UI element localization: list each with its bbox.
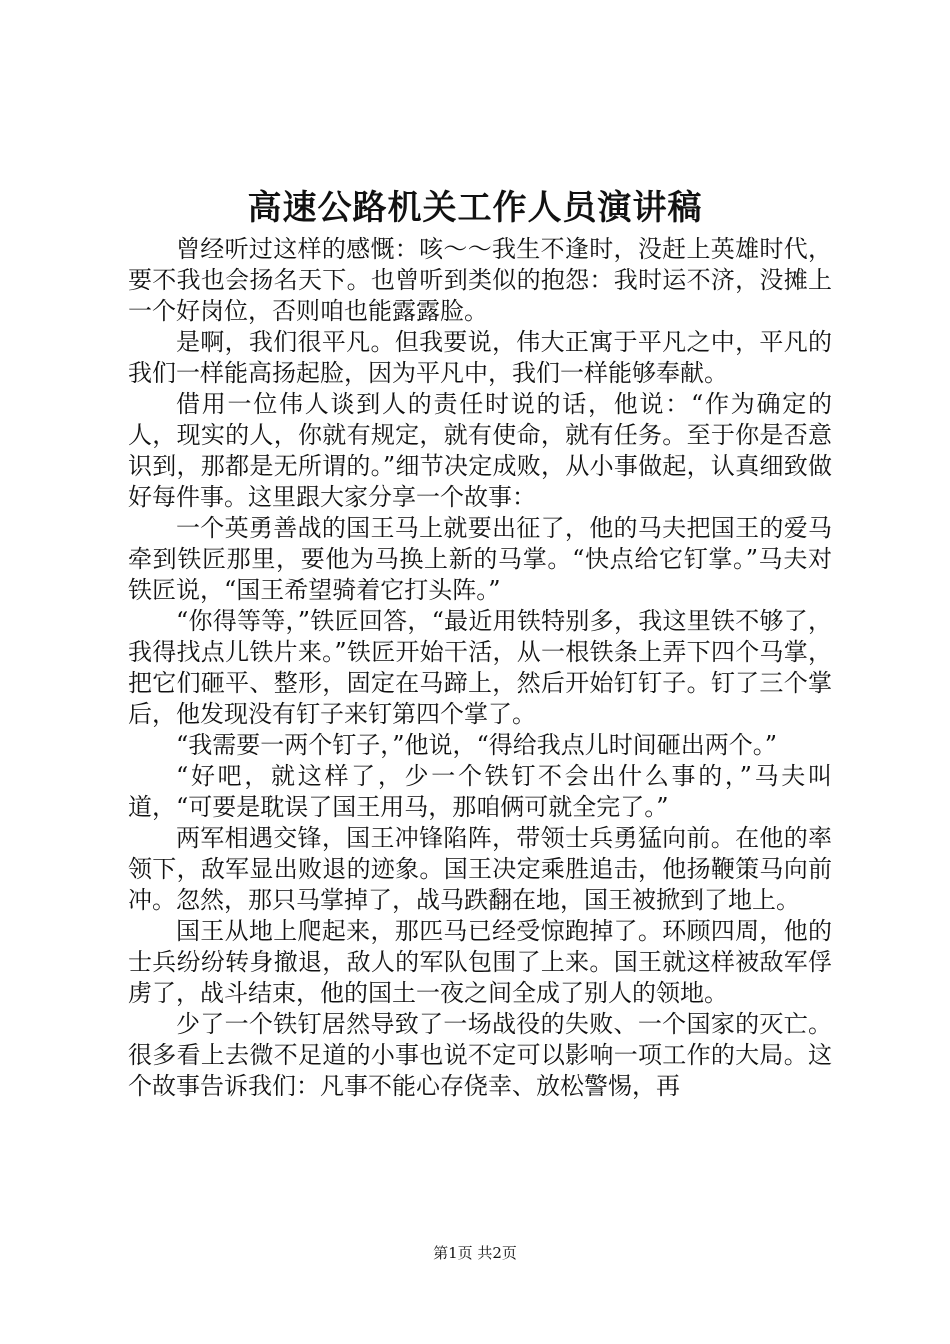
paragraph: 两军相遇交锋，国王冲锋陷阵，带领士兵勇猛向前。在他的率领下，敌军显出败退的迹象。国王决定乘胜追击，他扬鞭策马向前冲。忽然，那只马掌掉了，战马跌翻在地，国王被掀到了地上。: [128, 824, 832, 914]
paragraph: “好吧，就这样了，少一个铁钉不会出什么事的，”马夫叫道，“可要是耽误了国王用马，那咱俩可就全完了。”: [128, 762, 832, 821]
paragraph: “我需要一两个钉子，”他说，“得给我点儿时间砸出两个。”: [176, 731, 778, 759]
page-number-footer: 第1页 共2页: [433, 1244, 517, 1262]
paragraph: “你得等等，”铁匠回答，“最近用铁特别多，我这里铁不够了，我得找点儿铁片来。”铁匠开始干活，从一根铁条上弄下四个马掌，把它们砸平、整形，固定在马蹄上，然后开始钉钉子。钉了三个掌后，他发现没有钉子来钉第四个掌了。: [128, 607, 832, 728]
paragraph: 借用一位伟人谈到人的责任时说的话，他说：“作为确定的人，现实的人，你就有规定，就有使命，就有任务。至于你是否意识到，那都是无所谓的。”细节决定成败，从小事做起，认真细致做好每件事。这里跟大家分享一个故事：: [128, 390, 832, 511]
paragraph: 一个英勇善战的国王马上就要出征了，他的马夫把国王的爱马牵到铁匠那里，要他为马换上新的马掌。“快点给它钉掌。”马夫对铁匠说，“国王希望骑着它打头阵。”: [128, 514, 832, 604]
paragraph: 国王从地上爬起来，那匹马已经受惊跑掉了。环顾四周，他的士兵纷纷转身撤退，敌人的军队包围了上来。国王就这样被敌军俘虏了，战斗结束，他的国土一夜之间全成了别人的领地。: [128, 917, 832, 1007]
document-title: 高速公路机关工作人员演讲稿: [247, 188, 703, 228]
paragraph: 少了一个铁钉居然导致了一场战役的失败、一个国家的灭亡。很多看上去微不足道的小事也说不定可以影响一项工作的大局。这个故事告诉我们：凡事不能心存侥幸、放松警惕，再: [128, 1010, 832, 1100]
paragraph: 是啊，我们很平凡。但我要说，伟大正寓于平凡之中，平凡的我们一样能高扬起脸，因为平凡中，我们一样能够奉献。: [128, 328, 832, 387]
document-body: [128, 234, 832, 1102]
paragraph: 曾经听过这样的感慨：咳～～我生不逢时，没赶上英雄时代，要不我也会扬名天下。也曾听到类似的抱怨：我时运不济，没摊上一个好岗位，否则咱也能露露脸。: [128, 235, 832, 325]
